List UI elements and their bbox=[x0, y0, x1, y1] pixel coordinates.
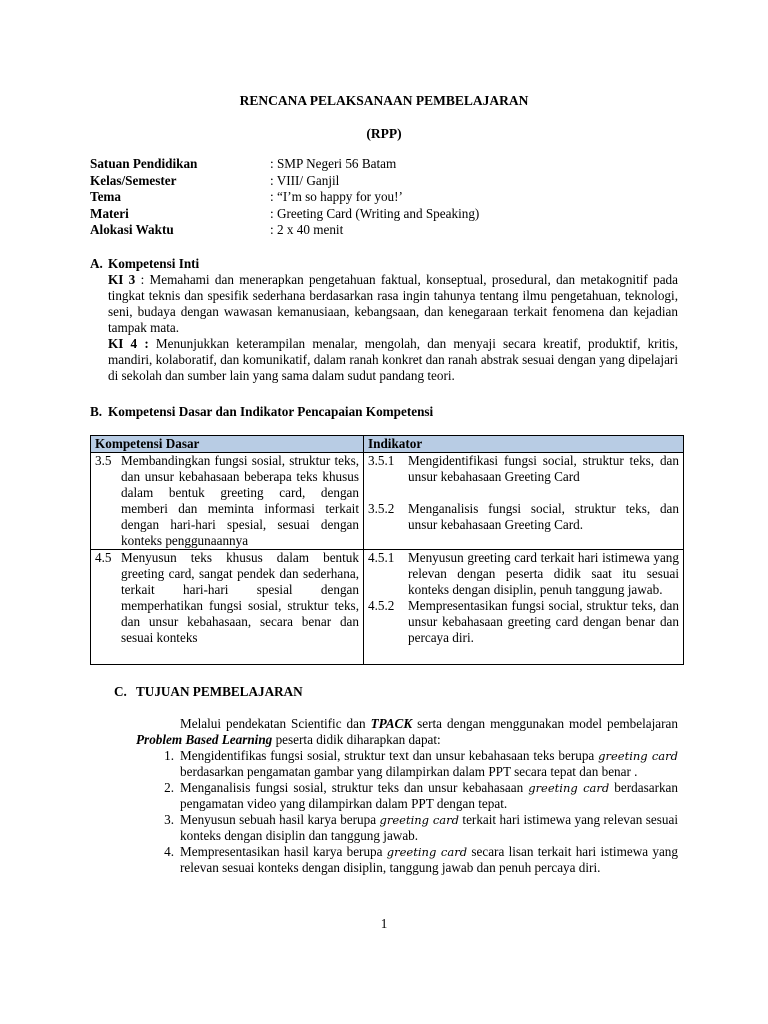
header-indikator: Indikator bbox=[364, 436, 684, 453]
identity-row bbox=[90, 206, 479, 223]
tujuan-intro bbox=[136, 716, 678, 748]
header-kompetensi-dasar: Kompetensi Dasar bbox=[91, 436, 364, 453]
kd-cell bbox=[91, 453, 364, 550]
ki4-text: Menunjukkan keterampilan menalar, mengolah, dan menyaji secara kreatif, produktif, kritis, mandiri, kolaboratif, dan komunikatif, dalam ranah konkret dan ranah abstrak sesuai dengan yang dipelajari di sekolah dan sumber lain yang sama dalam sudut pandang teori. bbox=[108, 336, 678, 383]
identity-block bbox=[90, 156, 479, 239]
ki3-paragraph bbox=[108, 272, 678, 336]
ki3-text: : Memahami dan menerapkan pengetahuan faktual, konseptual, prosedural, dan metakognitif pada tingkat teknis dan spesifik sederhana berdasarkan rasa ingin tahunya tentang ilmu pengetahuan, teknologi, seni, budaya dengan wawasan kemanusiaan, kebangsaan, dan kenegaraan terkait fenomena dan kejadian tampak mata. bbox=[108, 272, 678, 335]
section-number: A. bbox=[90, 256, 103, 271]
indicator-number: 3.5.1 bbox=[368, 453, 395, 468]
indicator-text: Menganalisis fungsi social, struktur teks, dan unsur kebahasaan Greeting Card. bbox=[408, 501, 679, 532]
list-item bbox=[136, 780, 678, 812]
list-number: 3. bbox=[164, 812, 174, 827]
tujuan-block bbox=[136, 716, 678, 876]
identity-value: : “I’m so happy for you!’ bbox=[270, 189, 403, 204]
greeting-card-term: greeting card bbox=[386, 845, 468, 859]
kd-text: Menyusun teks khusus dalam bentuk greeting card, sangat pendek dan sederhana, terkait hari-hari spesial dengan memperhatikan fungsi sosial, struktur teks, dan unsur kebahasaan, secara benar dan sesuai konteks bbox=[121, 550, 359, 645]
pbl-term: Problem Based Learning bbox=[136, 732, 273, 747]
list-number: 2. bbox=[164, 780, 174, 795]
kd-text: Membandingkan fungsi sosial, struktur teks, dan unsur kebahasaan beberapa teks khusus dalam bentuk greeting card, dengan memberi dan meminta informasi terkait dengan hari-hari spesial, sesuai dengan konteks penggunaannya bbox=[121, 453, 359, 548]
kompetensi-inti-block bbox=[108, 272, 678, 384]
section-c-heading bbox=[114, 684, 303, 700]
identity-row bbox=[90, 156, 479, 173]
indicator-item bbox=[368, 453, 679, 485]
identity-label: Alokasi Waktu bbox=[90, 222, 174, 237]
identity-label: Materi bbox=[90, 205, 129, 221]
item-text: terkait hari istimewa yang relevan sesuai konteks dengan disiplin dan tanggung jawab. bbox=[180, 812, 678, 843]
kd-item bbox=[95, 550, 359, 646]
list-item bbox=[136, 844, 678, 876]
identity-value: : 2 x 40 menit bbox=[270, 222, 344, 237]
intro-part: peserta didik diharapkan dapat: bbox=[272, 732, 441, 747]
table-row bbox=[91, 453, 684, 550]
identity-row bbox=[90, 173, 479, 190]
table-header-row bbox=[91, 436, 684, 453]
section-title: Kompetensi Inti bbox=[108, 256, 200, 271]
identity-value: : SMP Negeri 56 Batam bbox=[270, 156, 397, 171]
list-item bbox=[136, 812, 678, 844]
indicator-number: 4.5.2 bbox=[368, 598, 395, 613]
indicator-item bbox=[368, 598, 679, 646]
item-text: Menganalisis fungsi sosial, struktur teks dan unsur kebahasaan bbox=[180, 780, 529, 795]
identity-row bbox=[90, 189, 479, 206]
list-number: 4. bbox=[164, 844, 174, 859]
item-text: Mempresentasikan hasil karya berupa bbox=[180, 844, 387, 859]
kd-number: 4.5 bbox=[95, 550, 112, 565]
kd-cell bbox=[91, 550, 364, 665]
identity-row bbox=[90, 222, 479, 239]
indicator-number: 3.5.2 bbox=[368, 501, 395, 516]
page-number: 1 bbox=[380, 916, 388, 931]
indicator-cell bbox=[364, 453, 684, 550]
item-text: berdasarkan pengamatan video yang dilampirkan dalam PPT dengan tepat. bbox=[180, 780, 679, 811]
intro-part: serta dengan menggunakan model pembelajaran bbox=[412, 716, 679, 731]
ki3-label: KI 3 bbox=[108, 272, 136, 287]
section-b-heading bbox=[90, 404, 433, 420]
list-item bbox=[136, 748, 678, 780]
section-number: C. bbox=[114, 684, 127, 699]
document-title: RENCANA PELAKSANAAN PEMBELAJARAN bbox=[239, 93, 529, 108]
indicator-item bbox=[368, 501, 679, 533]
indicator-cell bbox=[364, 550, 684, 665]
indicator-text: Mengidentifikasi fungsi social, struktur teks, dan unsur kebahasaan Greeting Card bbox=[408, 453, 679, 484]
indicator-item bbox=[368, 550, 679, 598]
indicator-number: 4.5.1 bbox=[368, 550, 395, 565]
identity-label: Satuan Pendidikan bbox=[90, 156, 198, 171]
tujuan-list bbox=[136, 748, 678, 876]
tpack-term: TPACK bbox=[370, 716, 413, 731]
section-title: TUJUAN PEMBELAJARAN bbox=[136, 684, 303, 699]
identity-label: Tema bbox=[90, 189, 122, 204]
item-text: secara lisan terkait hari istimewa yang relevan sesuai konteks dengan disiplin, tanggung jawab dan penuh percaya diri. bbox=[180, 844, 678, 875]
table-row bbox=[91, 550, 684, 665]
list-number: 1. bbox=[164, 748, 174, 763]
kd-indicator-table bbox=[90, 435, 684, 665]
kd-number: 3.5 bbox=[95, 453, 112, 468]
ki4-paragraph bbox=[108, 336, 678, 384]
indicator-text: Mempresentasikan fungsi social, struktur teks, dan unsur kebahasaan greeting card dengan benar dan percaya diri. bbox=[408, 598, 679, 645]
document-subtitle: (RPP) bbox=[366, 126, 402, 141]
greeting-card-term: greeting card bbox=[379, 813, 459, 827]
section-number: B. bbox=[90, 404, 103, 419]
greeting-card-term: greeting card bbox=[528, 781, 610, 795]
section-a-heading bbox=[90, 256, 199, 272]
identity-value: : VIII/ Ganjil bbox=[270, 172, 340, 188]
section-title: Kompetensi Dasar dan Indikator Pencapaian Kompetensi bbox=[108, 404, 434, 419]
identity-value: : Greeting Card (Writing and Speaking) bbox=[270, 205, 480, 221]
item-text: Mengidentifikas fungsi sosial, struktur text dan unsur kebahasaan teks berupa bbox=[180, 748, 599, 763]
identity-label: Kelas/Semester bbox=[90, 172, 177, 188]
ki4-label: KI 4 : bbox=[108, 336, 149, 351]
greeting-card-term: greeting card bbox=[598, 749, 678, 763]
indicator-text: Menyusun greeting card terkait hari istimewa yang relevan dengan peserta didik saat itu sesuai konteks dengan disiplin, penuh tanggung jawab. bbox=[408, 550, 679, 597]
item-text: Menyusun sebuah hasil karya berupa bbox=[180, 812, 380, 827]
intro-part: Melalui pendekatan Scientific dan bbox=[180, 716, 371, 731]
kd-item bbox=[95, 453, 359, 549]
item-text: berdasarkan pengamatan gambar yang dilampirkan dalam PPT secara tepat dan benar . bbox=[180, 764, 638, 779]
